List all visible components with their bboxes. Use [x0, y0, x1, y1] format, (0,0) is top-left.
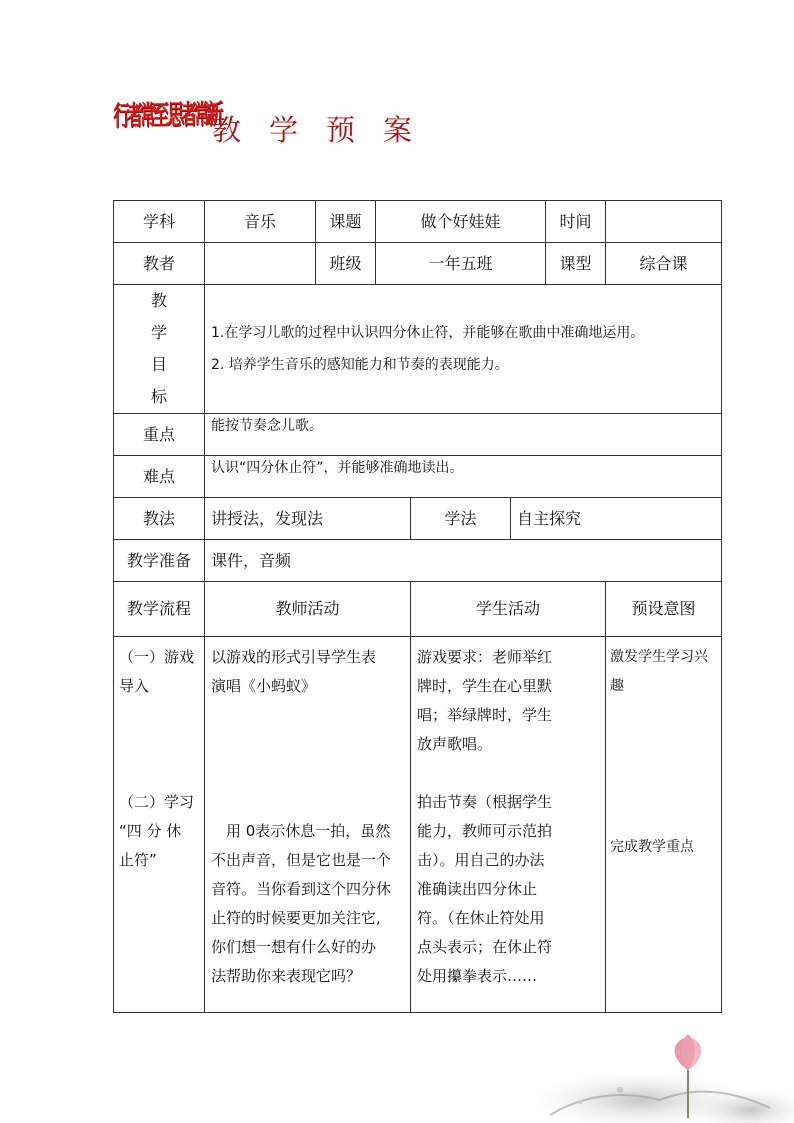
class-label: 班级 [316, 243, 376, 285]
process-header: 教学流程 [114, 582, 205, 637]
key-point-label: 重点 [114, 414, 205, 456]
table-row [114, 243, 722, 285]
difficulty-value: 认识“四分休止符”，并能够准确地读出。 [205, 456, 722, 498]
objectives-label [114, 285, 205, 414]
teacher-activity-header: 教师活动 [205, 582, 411, 637]
topic-label: 课题 [316, 201, 376, 243]
objective-item: 2. 培养学生音乐的感知能力和节奏的表现能力。 [211, 357, 509, 373]
learning-method-value: 自主探究 [511, 498, 722, 540]
topic-value: 做个好娃娃 [376, 201, 546, 243]
logo-calligraphy: 行者常至 思者常新 [113, 99, 220, 132]
step-line: “四 分 休 [119, 822, 182, 840]
objectives-label-char: 标 [150, 387, 167, 406]
student-line: 处用攥拳表示…… [417, 967, 538, 985]
student-line: 击）。用自己的办法 [417, 851, 545, 869]
student-line: 牌时，学生在心里默 [417, 677, 553, 695]
step-line: （一）游戏 [119, 648, 195, 666]
student-activity-header: 学生活动 [411, 582, 606, 637]
intent-line: 激发学生学习兴趣 [610, 649, 709, 694]
student-line: 符。（在休止符处用 [417, 909, 545, 927]
teacher-activity [205, 637, 411, 1013]
student-line: 能力，教师可示范拍 [417, 822, 553, 840]
class-value: 一年五班 [376, 243, 546, 285]
teacher-line: 以游戏的形式引导学生表 [211, 648, 377, 666]
step-line: 导入 [119, 677, 150, 695]
page-title: 教学预案 [212, 113, 441, 147]
table-row [114, 456, 722, 498]
table-row [114, 498, 722, 540]
student-activity [411, 637, 606, 1013]
teacher-line: 你们想一想有什么好的办 [211, 938, 377, 956]
learning-method-label: 学法 [411, 498, 511, 540]
difficulty-label: 难点 [114, 456, 205, 498]
intent-line: 完成教学重点 [610, 839, 695, 855]
lesson-type-value: 综合课 [606, 243, 722, 285]
table-row [114, 414, 722, 456]
objectives-label-char: 教 [150, 291, 167, 310]
lotus-decoration [520, 1030, 794, 1123]
teacher-line: 用 0表示休息一拍，虽然 [211, 822, 391, 840]
student-line: 放声歌唱。 [417, 735, 493, 753]
student-line: 游戏要求：老师举红 [417, 648, 553, 666]
objective-item: 1.在学习儿歌的过程中认识四分休止符，并能够在歌曲中准确地运用。 [211, 325, 645, 341]
student-line: 唱；举绿牌时，学生 [417, 706, 553, 724]
objectives-label-char: 学 [150, 323, 167, 342]
step-line: （二）学习 [119, 793, 195, 811]
table-row [114, 540, 722, 582]
time-value [606, 201, 722, 243]
key-point-value: 能按节奏念儿歌。 [205, 414, 722, 456]
student-line: 点头表示；在休止符 [417, 938, 553, 956]
student-line: 拍击节奏（根据学生 [417, 793, 553, 811]
table-row [114, 285, 722, 414]
process-steps [114, 637, 205, 1013]
time-label: 时间 [546, 201, 606, 243]
teaching-method-value: 讲授法，发现法 [205, 498, 411, 540]
preparation-label: 教学准备 [114, 540, 205, 582]
teacher-line: 止符的时候要更加关注它, [211, 909, 381, 927]
intent-header: 预设意图 [606, 582, 722, 637]
teacher-value [205, 243, 316, 285]
table-row [114, 582, 722, 637]
table-row [114, 201, 722, 243]
teacher-line: 不出声音，但是它也是一个 [211, 851, 392, 869]
preparation-value: 课件，音频 [205, 540, 722, 582]
lesson-plan-table [113, 200, 722, 1013]
intent-column [606, 637, 722, 1013]
subject-value: 音乐 [205, 201, 316, 243]
teaching-method-label: 教法 [114, 498, 205, 540]
teacher-label: 教者 [114, 243, 205, 285]
objectives-label-char: 目 [150, 355, 167, 374]
objectives-content [205, 285, 722, 414]
teacher-line: 演唱《小蚂蚁》 [211, 677, 317, 695]
teacher-line: 法帮助你来表现它吗？ [211, 967, 362, 985]
teacher-line: 音符。当你看到这个四分休 [211, 880, 392, 898]
student-line: 准确读出四分休止 [417, 880, 538, 898]
table-row [114, 637, 722, 1013]
step-line: 止符” [119, 851, 157, 869]
subject-label: 学科 [114, 201, 205, 243]
lesson-type-label: 课型 [546, 243, 606, 285]
